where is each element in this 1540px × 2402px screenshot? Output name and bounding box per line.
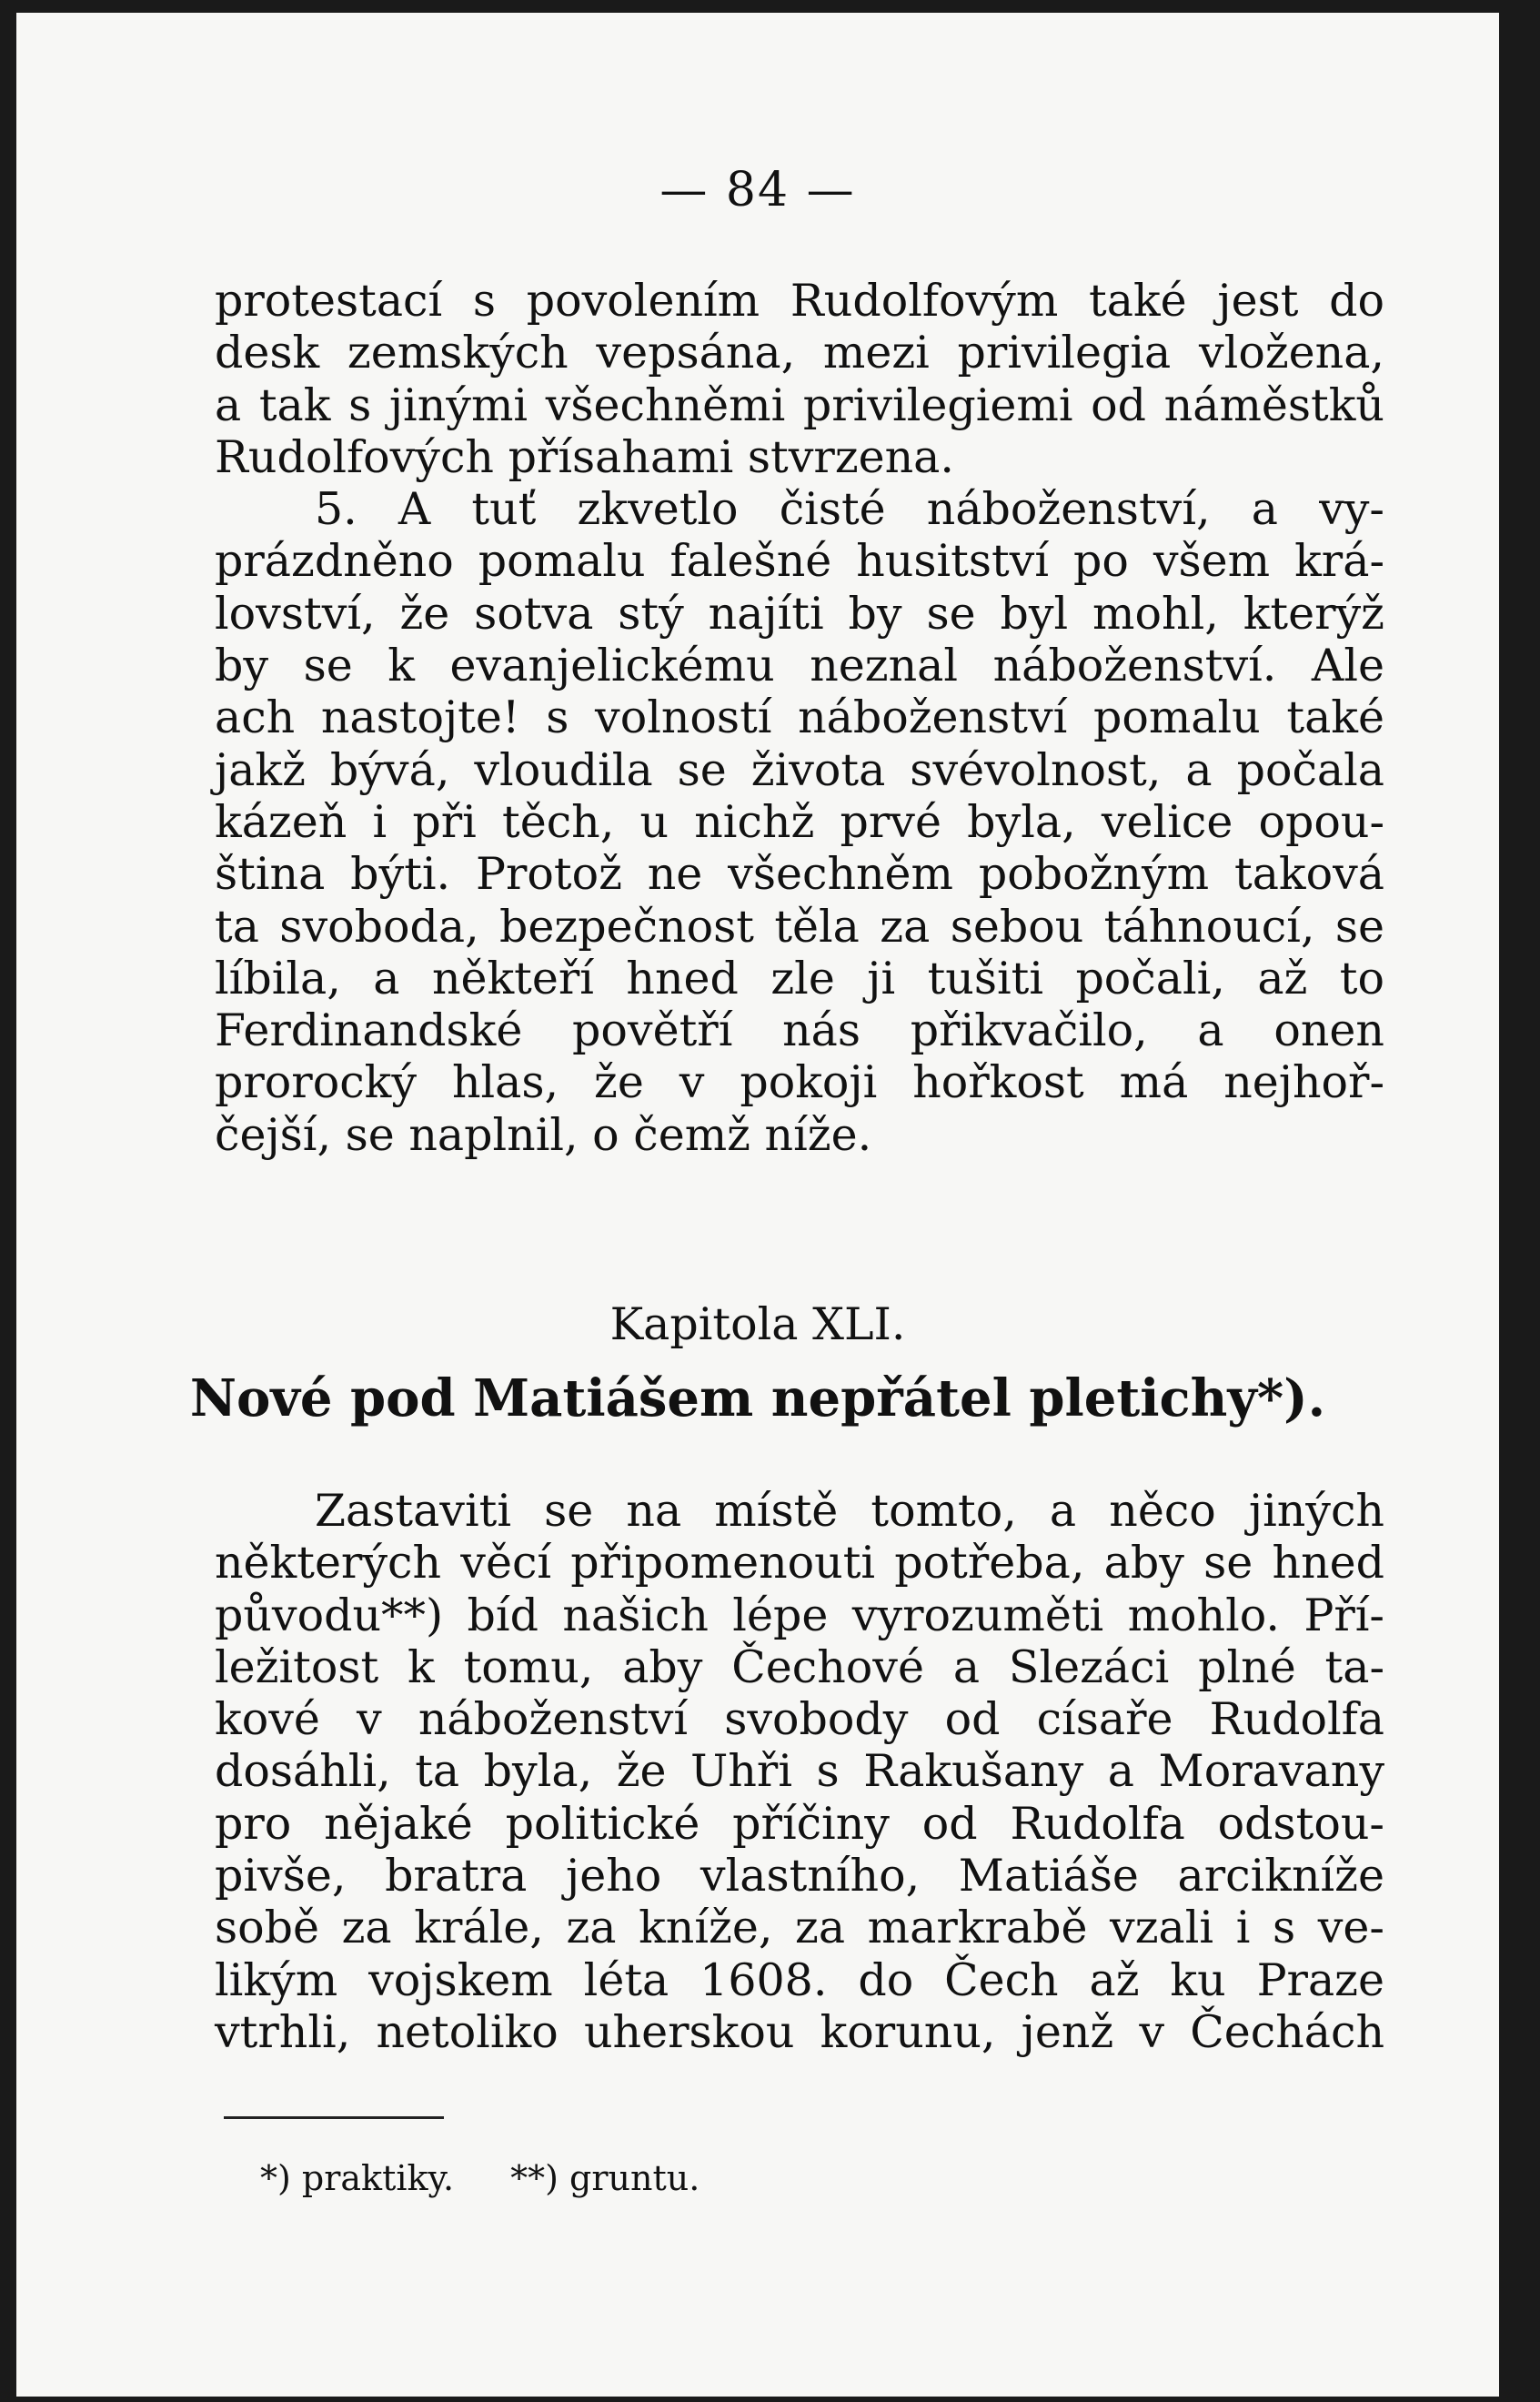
text-line: Rudolfových přísahami stvrzena.	[215, 430, 954, 483]
text-line: lovství, že sotva stý najíti by se byl mohl, kterýž	[215, 587, 1384, 640]
text-line: protestací s povolením Rudolfovým také jest do	[215, 275, 1384, 327]
text-line: Zastaviti se na místě tomto, a něco jiných	[315, 1485, 1384, 1537]
chapter-title: Nové pod Matiášem nepřátel pletichy*).	[189, 1368, 1326, 1428]
chapter-label: Kapitola XLI.	[609, 1298, 906, 1350]
text-line: původu**) bíd našich lépe vyrozuměti mohlo. Pří-	[215, 1589, 1384, 1641]
page-number: — 84 —	[659, 163, 856, 217]
text-line: dosáhli, ta byla, že Uhři s Rakušany a Moravany	[215, 1745, 1384, 1798]
text-line: čejší, se naplnil, o čemž níže.	[215, 1108, 872, 1161]
paragraph-2	[215, 1485, 1384, 2058]
text-line: vtrhli, netoliko uherskou korunu, jenž v Čechách	[215, 2005, 1384, 2058]
text-line: ach nastojte! s volností náboženství pomalu také	[215, 691, 1384, 744]
text-line: kové v náboženství svobody od císaře Rudolfa	[215, 1693, 1384, 1746]
text-line: desk zemských vepsána, mezi privilegia vložena,	[215, 327, 1384, 379]
text-line: by se k evanjelickému neznal náboženství. Ale	[215, 640, 1384, 692]
text-line: jakž bývá, vloudila se života svévolnost, a počala	[215, 743, 1384, 796]
footnote-2: **) gruntu.	[510, 2158, 700, 2198]
footnote-divider	[224, 2116, 444, 2119]
text-line: a tak s jinými všechněmi privilegiemi od náměstků	[215, 378, 1384, 431]
text-line: ležitost k tomu, aby Čechové a Slezáci plné ta-	[215, 1640, 1384, 1693]
text-line: prázdněno pomalu falešné husitství po všem krá-	[215, 535, 1384, 588]
text-line: kázeň i při těch, u nichž prvé byla, velice opou-	[215, 795, 1384, 848]
text-line: ta svoboda, bezpečnost těla za sebou táhnoucí, se	[215, 900, 1384, 953]
text-line: prorocký hlas, že v pokoji hořkost má nejhoř-	[215, 1056, 1384, 1109]
footnotes	[260, 2158, 745, 2198]
footnote-1: *) praktiky.	[260, 2158, 455, 2198]
text-line: Ferdinandské povětří nás přikvačilo, a onen	[215, 1004, 1384, 1057]
text-line: sobě za krále, za kníže, za markrabě vzali i s ve-	[215, 1902, 1384, 1954]
text-line: 5. A tuť zkvetlo čisté náboženství, a vy-	[315, 483, 1384, 536]
text-line: líbila, a někteří hned zle ji tušiti počali, až to	[215, 952, 1384, 1004]
text-line: likým vojskem léta 1608. do Čech až ku Praze	[215, 1953, 1384, 2006]
text-line: některých věcí připomenouti potřeba, aby se hned	[215, 1537, 1384, 1590]
text-line: ština býti. Protož ne všechněm pobožným taková	[215, 848, 1384, 901]
text-line: pivše, bratra jeho vlastního, Matiáše arcikníže	[215, 1850, 1384, 1902]
book-page	[16, 13, 1499, 2397]
text-line: pro nějaké politické příčiny od Rudolfa odstou-	[215, 1797, 1384, 1850]
paragraph-1	[215, 275, 1384, 1161]
